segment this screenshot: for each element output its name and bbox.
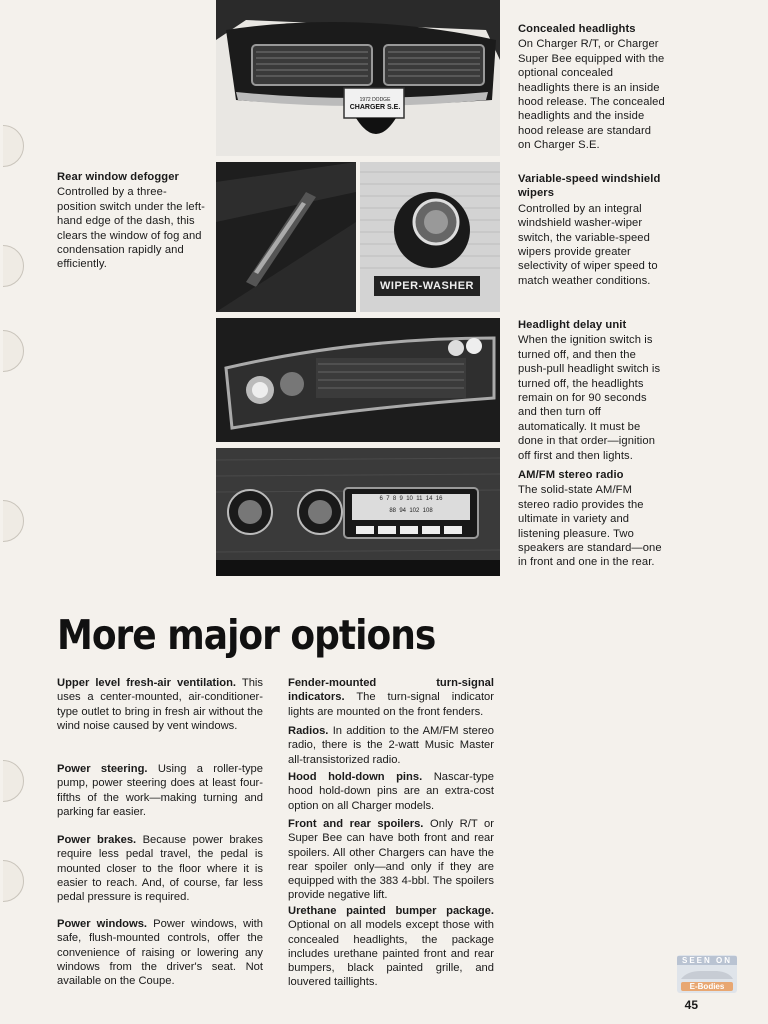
feature-body: On Charger R/T, or Charger Super Bee equipped with the optional concealed headlights there is an inside hood release. The concealed headlights and the inside hood release are standard on Charger S.E. xyxy=(518,38,665,152)
option-name: Power brakes. xyxy=(57,834,137,846)
feature-concealed-headlights xyxy=(518,22,665,153)
binder-hole xyxy=(0,330,24,372)
feature-body: Controlled by an integral windshield washer-wiper switch, the variable-speed wipers provide greater selectivity of wiper speed to match weather conditions. xyxy=(518,202,658,287)
option-power-brakes xyxy=(57,833,263,904)
photo-headlight-delay xyxy=(216,318,500,442)
option-text: Using a roller-type pump, power steering does at least four-fifths of the work—making turning and parking far easier. xyxy=(57,763,264,818)
option-radios xyxy=(288,724,494,767)
page-number: 45 xyxy=(684,998,698,1012)
photo-defogger-switch xyxy=(216,162,356,312)
photo-concealed-headlights xyxy=(216,0,500,156)
feature-body: The solid-state AM/FM stereo radio provides the ultimate in variety and listening pleasure. Two speakers are standard—one in front and one in the rear. xyxy=(518,484,662,569)
binder-hole xyxy=(0,760,24,802)
option-name: Radios. xyxy=(288,725,329,737)
option-name: Fender-mounted turn-signal indicators. xyxy=(288,677,494,704)
option-name: Urethane painted bumper package. xyxy=(288,905,494,917)
option-text: Optional on all models except those with concealed headlights, the package includes urethane painted front and rear bumpers, black painted grille, and louvered taillights. xyxy=(288,919,494,989)
car-silhouette-icon xyxy=(677,967,737,981)
feature-heading: AM/FM stereo radio xyxy=(518,469,624,481)
binder-hole xyxy=(0,245,24,287)
radio-dial-fm: 88 94 102 108 xyxy=(389,508,433,514)
feature-heading: Variable-speed windshield wipers xyxy=(518,173,661,200)
photo-am-fm-radio xyxy=(216,448,500,576)
option-urethane-bumper-package xyxy=(288,904,494,990)
option-name: Hood hold-down pins. xyxy=(288,771,423,783)
option-name: Power steering. xyxy=(57,763,148,775)
option-power-windows xyxy=(57,917,263,988)
badge-bottom: E-Bodies xyxy=(681,982,733,991)
option-name: Power windows. xyxy=(57,918,148,930)
option-text: Because power brakes require less pedal travel, the pedal is mounted closer to the floor where it is easier to reach. And, of course, far less pedal pressure is required. xyxy=(57,834,263,904)
option-text: The turn-signal indicator lights are mounted on the front fenders. xyxy=(288,691,495,718)
feature-heading: Concealed headlights xyxy=(518,23,636,35)
option-fresh-air-ventilation xyxy=(57,676,263,733)
section-title: More major options xyxy=(57,612,436,660)
wiper-washer-label: WIPER-WASHER xyxy=(380,280,474,292)
binder-hole xyxy=(0,860,24,902)
plate-line-1: 1972 DODGE xyxy=(359,97,391,103)
option-turn-signal-indicators xyxy=(288,676,494,719)
badge-top: SEEN ON xyxy=(677,956,737,965)
option-text: This uses a center-mounted, air-conditioner-type outlet to bring in fresh air without the wind noise caused by vent windows. xyxy=(57,677,263,732)
binder-hole xyxy=(0,125,24,167)
option-text: Only R/T or Super Bee can have both front and rear spoilers. All other Chargers can have the rear spoiler only—and only if they are equipped with the 383 4-bbl. The spoilers provide negative lift. xyxy=(288,818,494,902)
feature-body: When the ignition switch is turned off, and then the push-pull headlight switch is turned off, the headlights remain on for 90 seconds and then turn off automatically. It must be done in that order—ignition off first and then lights. xyxy=(518,334,661,462)
option-text: Power windows, with safe, flush-mounted controls, offer the convenience of raising or lowering any windows from the driver's seat. Not available on the Coupe. xyxy=(57,918,263,988)
option-name: Front and rear spoilers. xyxy=(288,818,424,830)
photo-wiper-washer-knob xyxy=(360,162,500,312)
feature-am-fm-stereo-radio xyxy=(518,468,665,570)
option-text: In addition to the AM/FM stereo radio, there is the 2-watt Music Master all-transistorized radio. xyxy=(288,725,494,766)
feature-variable-speed-wipers xyxy=(518,172,665,288)
feature-heading: Rear window defogger xyxy=(57,171,179,183)
feature-rear-window-defogger xyxy=(57,170,205,272)
option-front-rear-spoilers xyxy=(288,817,494,903)
option-text: Nascar-type hood hold-down pins are an extra-cost option on all Charger models. xyxy=(288,771,494,812)
option-hood-hold-down-pins xyxy=(288,770,494,813)
option-name: Upper level fresh-air ventilation. xyxy=(57,677,237,689)
feature-headlight-delay-unit xyxy=(518,318,665,463)
feature-body: Controlled by a three-position switch under the left-hand edge of the dash, this clears the window of fog and condensation rapidly and efficiently. xyxy=(57,186,205,271)
option-power-steering xyxy=(57,762,263,819)
seen-on-e-bodies-badge xyxy=(677,955,737,993)
binder-hole xyxy=(0,500,24,542)
plate-line-2: CHARGER S.E. xyxy=(349,104,401,111)
feature-heading: Headlight delay unit xyxy=(518,319,627,331)
radio-dial-am: 6 7 8 9 10 11 14 16 xyxy=(379,496,443,502)
